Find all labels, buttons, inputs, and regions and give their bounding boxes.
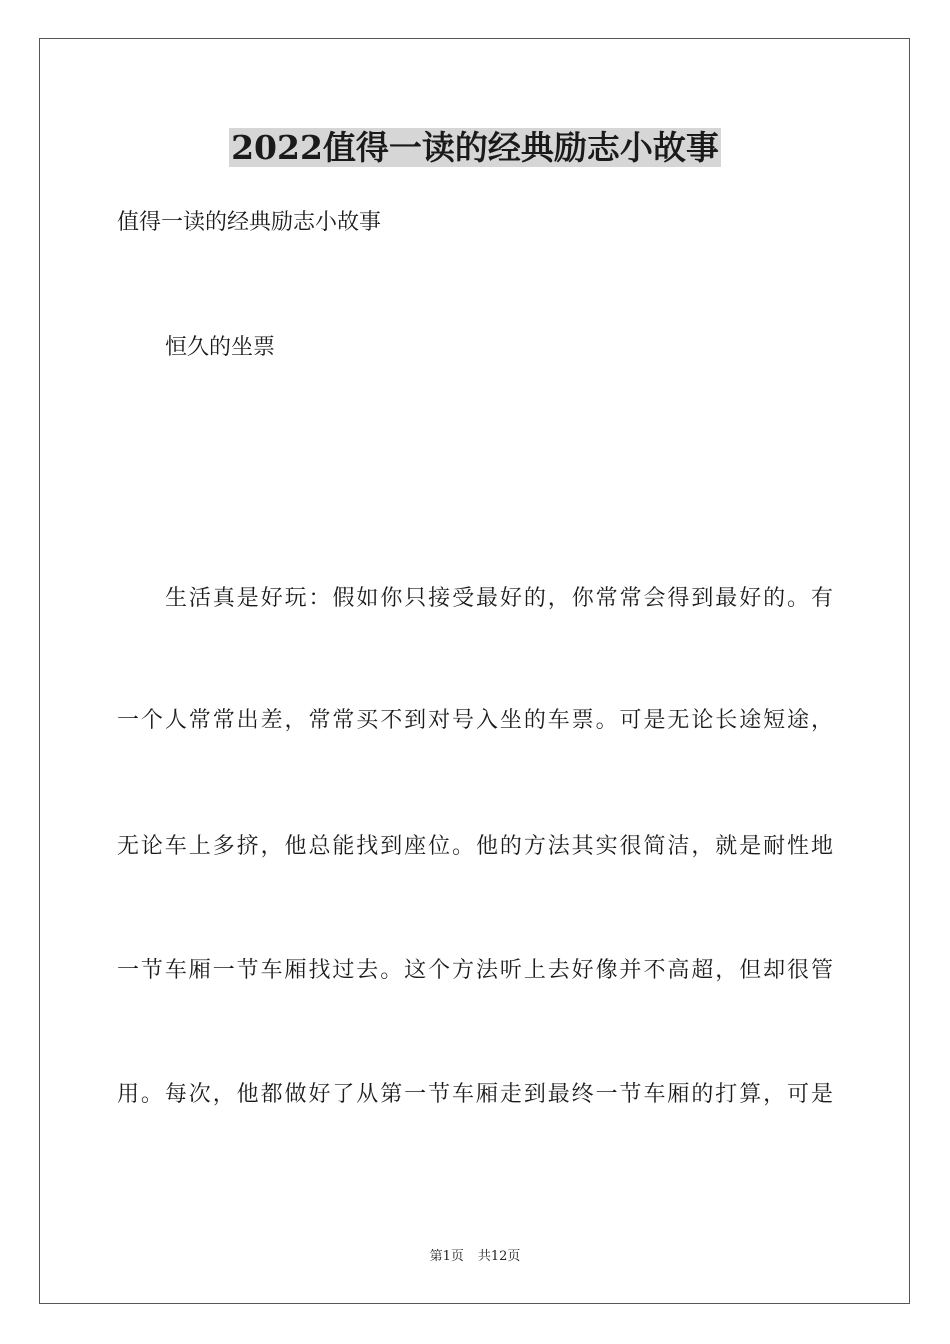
page-number: 第1页	[429, 1249, 464, 1264]
page-total: 共12页	[477, 1249, 521, 1264]
body-line: 一节车厢一节车厢找过去。这个方法听上去好像并不高超，但却很管	[117, 958, 833, 983]
body-line: 用。每次，他都做好了从第一节车厢走到最终一节车厢的打算，可是	[117, 1082, 833, 1107]
document-subtitle: 值得一读的经典励志小故事	[117, 210, 382, 235]
page-footer	[0, 1248, 950, 1266]
body-line: 生活真是好玩：假如你只接受最好的，你常常会得到最好的。有	[165, 586, 833, 611]
body-line: 一个人常常出差，常常买不到对号入坐的车票。可是无论长途短途，	[117, 708, 833, 733]
body-line: 无论车上多挤，他总能找到座位。他的方法其实很简洁，就是耐性地	[117, 834, 833, 859]
document-title	[0, 128, 950, 168]
section-heading: 恒久的坐票	[165, 335, 276, 360]
document-title-text: 2022值得一读的经典励志小故事	[231, 128, 719, 167]
